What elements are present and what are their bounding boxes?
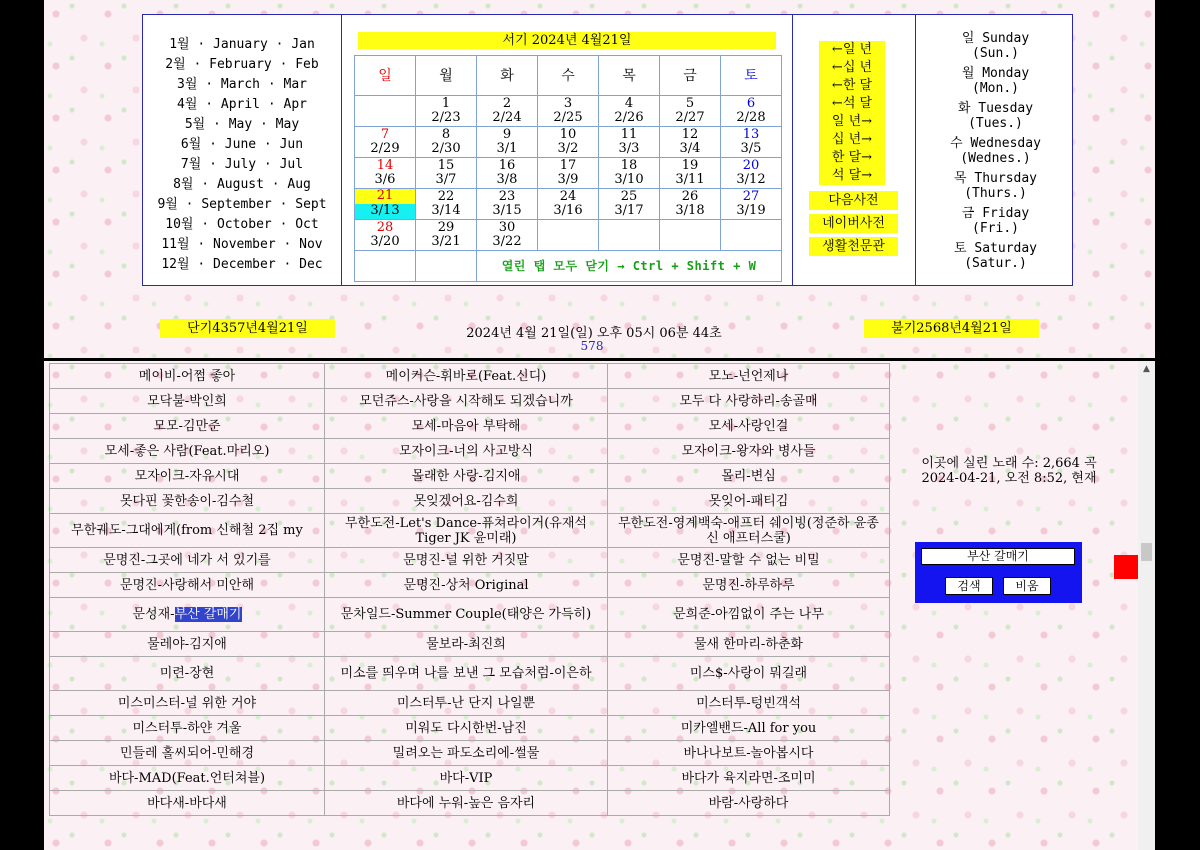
solar-date: 22: [437, 189, 455, 204]
solar-date: 18: [620, 158, 638, 173]
song-link[interactable]: 모닥불-박인희: [50, 389, 325, 414]
scrollbar[interactable]: [1138, 361, 1155, 850]
month-item: 4월 · April · Apr: [177, 97, 307, 112]
weekday-abbr: (Wednes.): [960, 151, 1031, 166]
song-row: [50, 464, 890, 489]
empty-cell: [416, 251, 477, 282]
naver-dict-link[interactable]: 네이버사전: [809, 214, 898, 233]
song-link[interactable]: 문차일드-Summer Couple(태양은 가득히): [325, 598, 608, 632]
song-link[interactable]: 미워도 다시한번-남진: [325, 716, 608, 741]
weekday-name: [917, 241, 1074, 276]
song-link[interactable]: 모세-좋은 사람(Feat.마리오): [50, 439, 325, 464]
weekday-full: 수 Wednesday: [950, 136, 1041, 151]
song-link[interactable]: 문명진-사랑해서 미안해: [50, 573, 325, 598]
solar-date: 15: [437, 158, 455, 173]
calendar-day[interactable]: [599, 96, 660, 127]
song-link[interactable]: 문명진-말할 수 없는 비밀: [608, 548, 890, 573]
visit-counter: 578: [580, 339, 604, 353]
weekday-abbr: (Fri.): [972, 221, 1019, 236]
song-link[interactable]: 바다-VIP: [325, 766, 608, 791]
solar-date: 27: [742, 189, 760, 204]
lunar-date: 2/29: [370, 141, 400, 156]
song-row: [50, 548, 890, 573]
song-row: [50, 389, 890, 414]
song-link[interactable]: 물새 한마리-하춘화: [608, 632, 890, 657]
solar-date: 21: [355, 189, 415, 204]
calendar-day[interactable]: [538, 158, 599, 189]
month-item: 1월 · January · Jan: [169, 37, 315, 52]
solar-date: 4: [624, 96, 634, 111]
solar-date: 24: [559, 189, 577, 204]
lunar-date: 3/3: [618, 141, 640, 156]
song-link[interactable]: 못잊어-패티김: [608, 489, 890, 514]
song-link[interactable]: 무한궤도-그대에게(from 신해철 2집 my: [50, 514, 325, 548]
weekday-name: [917, 206, 1074, 241]
weekday-header: 월: [416, 56, 477, 96]
song-link[interactable]: 모자이크-왕자와 병사들: [608, 439, 890, 464]
song-link[interactable]: 바다-MAD(Feat.언터쳐블): [50, 766, 325, 791]
weekday-full: 금 Friday: [961, 206, 1030, 221]
song-link[interactable]: 모두 다 사랑하리-송골매: [608, 389, 890, 414]
song-count-date: 2024-04-21, 오전 8:52, 현재: [921, 471, 1097, 486]
lunar-date: 3/9: [557, 172, 579, 187]
song-link[interactable]: 모세-마음아 부탁해: [325, 414, 608, 439]
song-row: [50, 573, 890, 598]
lunar-date: 3/7: [435, 172, 457, 187]
song-row: [50, 414, 890, 439]
song-panel: [44, 361, 1155, 850]
calendar-day[interactable]: [538, 96, 599, 127]
song-row: [50, 632, 890, 657]
song-link[interactable]: 문희준-아낌없이 주는 나무: [608, 598, 890, 632]
lunar-date: 3/6: [374, 172, 396, 187]
lunar-date: 3/2: [557, 141, 579, 156]
lunar-date: 3/17: [614, 203, 644, 218]
dangi-date: 단기4357년4월21일: [160, 319, 335, 338]
calendar-day[interactable]: [477, 96, 538, 127]
weekday-name: [917, 31, 1074, 66]
song-artist: 문성재-: [132, 607, 175, 622]
month-item: 9월 · September · Sept: [157, 197, 327, 212]
search-input[interactable]: 부산 갈매기: [921, 548, 1075, 565]
lunar-date: 3/14: [431, 203, 461, 218]
weekday-header: 금: [660, 56, 721, 96]
song-link[interactable]: 민들레 홀씨되어-민해경: [50, 741, 325, 766]
month-list: [143, 35, 341, 275]
song-link[interactable]: 메이비-어쩜 좋아: [50, 364, 325, 389]
song-count: 이곳에 실린 노래 수: 2,664 곡: [921, 456, 1097, 471]
nav-link[interactable]: 십 년→: [819, 131, 885, 149]
song-link[interactable]: 미카엘밴드-All for you: [608, 716, 890, 741]
search-button[interactable]: 검색: [945, 577, 993, 595]
nav-link[interactable]: ←한 달: [819, 77, 885, 95]
calendar-day[interactable]: [599, 158, 660, 189]
song-link[interactable]: 바다가 육지라면-조미미: [608, 766, 890, 791]
song-link[interactable]: 무한도전-영계백숙-애프터 쉐이빙(정준하 윤종신 애프터스쿨): [608, 514, 890, 548]
calendar-day[interactable]: [477, 220, 538, 251]
solar-date: 28: [376, 220, 394, 235]
calendar-day[interactable]: [416, 158, 477, 189]
song-link[interactable]: 무한도전-Let's Dance-퓨쳐라이거(유재석 Tiger JK 윤미래): [325, 514, 608, 548]
calendar-day[interactable]: [416, 220, 477, 251]
song-link[interactable]: 문명진-상처 Original: [325, 573, 608, 598]
calendar-day[interactable]: [660, 96, 721, 127]
calendar-day[interactable]: [416, 189, 477, 220]
solar-date: 8: [441, 127, 451, 142]
song-row: [50, 741, 890, 766]
lunar-date: 3/20: [370, 234, 400, 249]
song-row: [50, 439, 890, 464]
lunar-date: 3/1: [496, 141, 518, 156]
calendar-day[interactable]: [599, 127, 660, 158]
lunar-date: 3/16: [553, 203, 583, 218]
lunar-date: 2/27: [675, 110, 705, 125]
solar-date: 7: [380, 127, 390, 142]
weekday-name: [917, 136, 1074, 171]
song-link[interactable]: 물보라-최진희: [325, 632, 608, 657]
empty-cell: [355, 251, 416, 282]
month-item: 2월 · February · Feb: [165, 57, 319, 72]
song-link[interactable]: 미스터투-텅빈객석: [608, 691, 890, 716]
calendar-day[interactable]: [355, 158, 416, 189]
calendar-title: 서기 2024년 4월21일: [358, 32, 776, 49]
song-link[interactable]: 못다핀 꽃한송이-김수철: [50, 489, 325, 514]
weekday-abbr: (Mon.): [972, 81, 1019, 96]
solar-date: 23: [498, 189, 516, 204]
scroll-up-arrow-icon[interactable]: ▲: [1143, 364, 1150, 374]
search-box: [915, 542, 1082, 603]
lunar-date: 3/18: [675, 203, 705, 218]
song-link[interactable]: 미스미스터-널 위한 거야: [50, 691, 325, 716]
song-link[interactable]: 바다에 누워-높은 음자리: [325, 791, 608, 816]
song-row: [50, 598, 890, 632]
weekday-header: 토: [721, 56, 782, 96]
song-link[interactable]: 모모-김만준: [50, 414, 325, 439]
month-item: 10월 · October · Oct: [165, 217, 319, 232]
month-item: 11월 · November · Nov: [161, 237, 323, 252]
month-item: 5월 · May · May: [184, 117, 300, 132]
weekday-full: 월 Monday: [961, 66, 1030, 81]
song-link[interactable]: 모세-사랑인걸: [608, 414, 890, 439]
calendar-day[interactable]: [477, 127, 538, 158]
calendar-day: [355, 96, 416, 127]
lunar-date: 2/28: [736, 110, 766, 125]
nav-link[interactable]: 한 달→: [819, 149, 885, 167]
lunar-date: 2/25: [553, 110, 583, 125]
weekday-header: 화: [477, 56, 538, 96]
solar-date: 5: [685, 96, 695, 111]
lunar-date: 3/19: [736, 203, 766, 218]
calendar-day[interactable]: [721, 127, 782, 158]
song-link[interactable]: 문명진-하루하루: [608, 573, 890, 598]
song-link[interactable]: 메이커슨-휘바로(Feat.신디): [325, 364, 608, 389]
calendar-day[interactable]: [416, 127, 477, 158]
calendar-day[interactable]: [355, 189, 416, 220]
solar-date: 12: [681, 127, 699, 142]
song-row: [50, 716, 890, 741]
song-row: [50, 514, 890, 548]
weekday-name: [917, 66, 1074, 101]
calendar-day[interactable]: [355, 127, 416, 158]
bulgi-date: 불기2568년4월21일: [864, 319, 1039, 338]
song-link[interactable]: 미스$-사랑이 뭐길래: [608, 657, 890, 691]
calendar-day[interactable]: [477, 189, 538, 220]
lunar-date: 3/15: [492, 203, 522, 218]
song-link[interactable]: 모자이크-자유시대: [50, 464, 325, 489]
song-row: [50, 691, 890, 716]
solar-date: 2: [502, 96, 512, 111]
lunar-date: 3/12: [736, 172, 766, 187]
lunar-date: 2/26: [614, 110, 644, 125]
close-tabs-hint: 열린 탭 모두 닫기 → Ctrl + Shift + W: [477, 251, 782, 282]
weekday-header: 수: [538, 56, 599, 96]
calendar-day[interactable]: [721, 158, 782, 189]
song-link[interactable]: 문명진-그곳에 네가 서 있기를: [50, 548, 325, 573]
song-row: [50, 791, 890, 816]
solar-date: 26: [681, 189, 699, 204]
lunar-date: 3/21: [431, 234, 461, 249]
month-item: 8월 · August · Aug: [173, 177, 311, 192]
weekday-abbr: (Sun.): [972, 46, 1019, 61]
weekday-abbr: (Tues.): [968, 116, 1023, 131]
song-link[interactable]: 미련-장현: [50, 657, 325, 691]
solar-date: 13: [742, 127, 760, 142]
song-link[interactable]: 미스터투-난 단지 나일뿐: [325, 691, 608, 716]
song-link[interactable]: 모던쥬스-사랑을 시작해도 되겠습니까: [325, 389, 608, 414]
scrollbar-thumb[interactable]: [1141, 543, 1152, 561]
song-link[interactable]: 미소를 띄우며 나를 보낸 그 모습처럼-이은하: [325, 657, 608, 691]
solar-date: 14: [376, 158, 394, 173]
calendar-day[interactable]: [477, 158, 538, 189]
song-link[interactable]: 못잊겠어요-김수희: [325, 489, 608, 514]
current-time: 2024년 4월 21일(일) 오후 05시 06분 44초: [466, 326, 722, 341]
song-link[interactable]: 미스터투-하얀 겨울: [50, 716, 325, 741]
daum-dict-link[interactable]: 다음사전: [809, 191, 898, 210]
weekday-full: 일 Sunday: [961, 31, 1030, 46]
weekday-abbr: (Thurs.): [964, 186, 1027, 201]
song-link[interactable]: 모노-넌언제나: [608, 364, 890, 389]
month-item: 6월 · June · Jun: [180, 137, 304, 152]
solar-date: 30: [498, 220, 516, 235]
song-link[interactable]: 문명진-널 위한 거짓말: [325, 548, 608, 573]
solar-date: 10: [559, 127, 577, 142]
calendar-day: [599, 220, 660, 251]
weekday-abbr: (Satur.): [964, 256, 1027, 271]
song-link[interactable]: 바다새-바다새: [50, 791, 325, 816]
song-count-info: [894, 456, 1124, 486]
weekday-full: 목 Thursday: [954, 171, 1037, 186]
calendar-day[interactable]: [721, 189, 782, 220]
calendar-grid: [354, 55, 782, 282]
calendar-day[interactable]: [660, 127, 721, 158]
solar-date: 25: [620, 189, 638, 204]
solar-date: 11: [620, 127, 638, 142]
solar-date: 9: [502, 127, 512, 142]
lunar-date: 2/30: [431, 141, 461, 156]
nav-link[interactable]: ←십 년: [819, 59, 885, 77]
song-link[interactable]: 물레야-김지애: [50, 632, 325, 657]
calendar-day[interactable]: [721, 96, 782, 127]
lunar-date: 3/13: [355, 204, 415, 219]
month-item: 3월 · March · Mar: [177, 77, 307, 92]
top-panel: [44, 0, 1155, 358]
calendar-day[interactable]: [538, 127, 599, 158]
lunar-date: 3/22: [492, 234, 522, 249]
month-item: 7월 · July · Jul: [180, 157, 304, 172]
song-row: [50, 657, 890, 691]
solar-date: 19: [681, 158, 699, 173]
calendar-day[interactable]: [599, 189, 660, 220]
lunar-date: 2/24: [492, 110, 522, 125]
lunar-date: 3/10: [614, 172, 644, 187]
solar-date: 16: [498, 158, 516, 173]
calendar-day: [538, 220, 599, 251]
lunar-date: 3/11: [675, 172, 705, 187]
solar-date: 3: [563, 96, 573, 111]
lunar-date: 3/8: [496, 172, 518, 187]
song-link[interactable]: 바람-사랑하다: [608, 791, 890, 816]
calendar-day[interactable]: [416, 96, 477, 127]
song-link[interactable]: 모자이크-너의 사고방식: [325, 439, 608, 464]
solar-date: 6: [746, 96, 756, 111]
weekday-name: [917, 101, 1074, 136]
selected-text: 부산 갈매기: [174, 607, 242, 622]
weekday-header: 일: [355, 56, 416, 96]
lunar-date: 3/5: [740, 141, 762, 156]
solar-date: 17: [559, 158, 577, 173]
lunar-date: 2/23: [431, 110, 461, 125]
month-item: 12월 · December · Dec: [161, 257, 323, 272]
nav-link[interactable]: 석 달→: [819, 167, 885, 185]
song-link[interactable]: 몰래한 사랑-김지애: [325, 464, 608, 489]
nav-link[interactable]: ←일 년: [819, 41, 885, 59]
calendar-day[interactable]: [538, 189, 599, 220]
weekday-full: 화 Tuesday: [957, 101, 1034, 116]
nav-link[interactable]: ←석 달: [819, 95, 885, 113]
clear-button[interactable]: 비움: [1003, 577, 1051, 595]
song-row: [50, 766, 890, 791]
solar-date: 1: [441, 96, 451, 111]
weekday-name: [917, 171, 1074, 206]
weekday-full: 토 Saturday: [954, 241, 1037, 256]
song-link[interactable]: 밀려오는 파도소리에-썰물: [325, 741, 608, 766]
calendar-day[interactable]: [660, 158, 721, 189]
solar-date: 20: [742, 158, 760, 173]
nav-link[interactable]: 일 년→: [819, 113, 885, 131]
calendar-day: [660, 220, 721, 251]
song-link[interactable]: 몰리-변심: [608, 464, 890, 489]
song-link[interactable]: 바나나보트-놀아봅시다: [608, 741, 890, 766]
song-table: [49, 363, 890, 816]
song-link[interactable]: [50, 598, 325, 632]
weekday-list: [917, 31, 1074, 276]
calendar-day[interactable]: [660, 189, 721, 220]
song-row: [50, 489, 890, 514]
solar-date: 29: [437, 220, 455, 235]
weekday-header: 목: [599, 56, 660, 96]
calendar-day[interactable]: [355, 220, 416, 251]
calendar-day: [721, 220, 782, 251]
year-month-nav: [819, 41, 885, 185]
almanac-link[interactable]: 생활천문관: [809, 237, 898, 256]
lunar-date: 3/4: [679, 141, 701, 156]
calendar-panel: [142, 14, 1073, 286]
song-row: [50, 364, 890, 389]
red-marker: [1114, 555, 1138, 579]
